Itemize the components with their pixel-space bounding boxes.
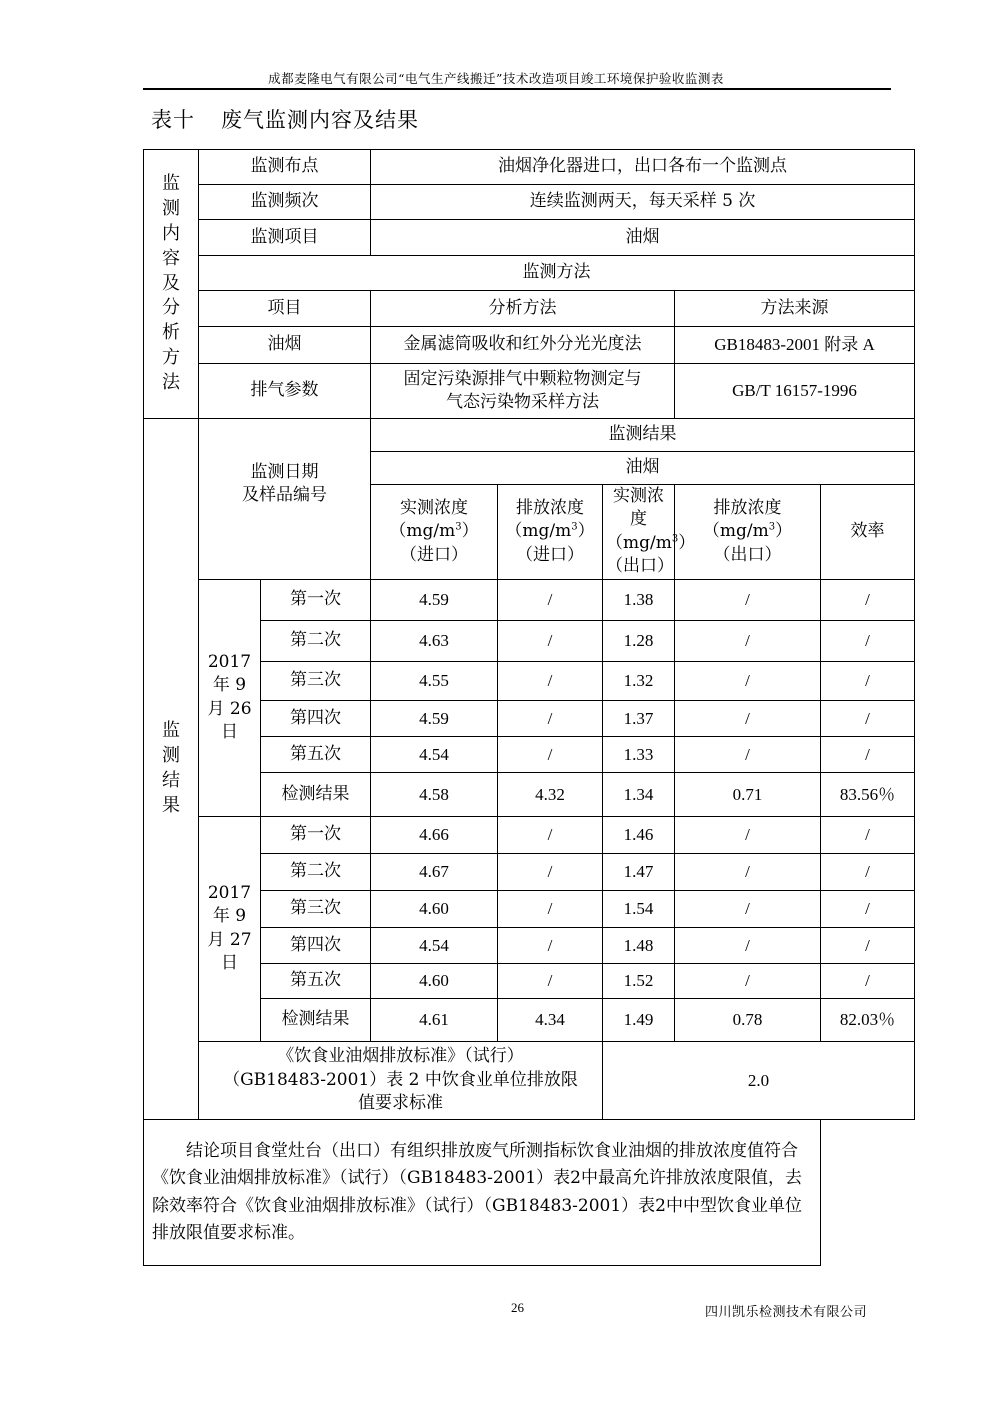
value-cell: / [675,853,821,890]
value-cell: / [675,620,821,661]
value-cell: / [675,927,821,963]
value-cell: 4.66 [371,816,498,853]
value-cell: / [821,816,915,853]
value-cell: / [821,927,915,963]
value-cell: 1.34 [603,772,675,816]
conclusion-text: 结论项目食堂灶台（出口）有组织排放废气所测指标饮食业油烟的排放浓度值符合《饮食业油烟排放标准》（试行）（GB18483-2001）表2中最高允许排放浓度限值，去除效率符合《饮食业油烟排放标准》（试行）（GB18483-2001）表2中中型饮食业单位排放限值要求标准。 [144,1119,821,1265]
value-cell: / [675,890,821,927]
value-cell: / [498,853,603,890]
method-header-method: 分析方法 [371,291,675,327]
row-value: 连续监测两天，每天采样 5 次 [371,185,915,220]
value-cell: / [675,816,821,853]
section2-side-label: 监 测 结 果 [144,419,199,1120]
date-cell: 2017 年 9 月 26 日 [199,579,261,816]
value-cell: / [821,700,915,736]
value-cell: / [675,661,821,700]
value-cell: 83.56％ [821,772,915,816]
sample-label: 检测结果 [261,998,371,1041]
column-header: 排放浓度 $(mg/m^3)$ （出口） [675,485,821,580]
row-label: 监测布点 [199,150,371,185]
value-cell: 1.46 [603,816,675,853]
date-header: 监测日期 及样品编号 [199,419,371,580]
table-number: 表十 [151,108,195,132]
method-item: 排气参数 [199,364,371,419]
table-title [151,104,419,134]
method-item: 油烟 [199,327,371,364]
value-cell: 4.63 [371,620,498,661]
sample-label: 第一次 [261,579,371,620]
row-value: 油烟 [371,220,915,256]
value-cell: 4.59 [371,579,498,620]
value-cell: / [821,661,915,700]
value-cell: / [498,736,603,772]
value-cell: 1.33 [603,736,675,772]
value-cell: 4.61 [371,998,498,1041]
value-cell: 1.38 [603,579,675,620]
sample-label: 第二次 [261,620,371,661]
table-row [144,816,915,853]
exhaust-monitoring-table [143,149,915,1266]
page-number: 26 [511,1300,524,1315]
table-row [144,579,915,620]
sample-label: 检测结果 [261,772,371,816]
value-cell: 4.60 [371,890,498,927]
value-cell: 4.55 [371,661,498,700]
value-cell: / [821,579,915,620]
section1-side-label: 监 测 内 容 及 分 析 方 法 [144,150,199,419]
value-cell: 4.54 [371,927,498,963]
sample-label: 第四次 [261,927,371,963]
value-cell: 1.28 [603,620,675,661]
value-cell: / [821,620,915,661]
value-cell: / [498,927,603,963]
row-label: 监测项目 [199,220,371,256]
header-rule [143,88,891,90]
value-cell: / [821,963,915,998]
value-cell: 4.67 [371,853,498,890]
row-label: 监测频次 [199,185,371,220]
row-value: 油烟净化器进口，出口各布一个监测点 [371,150,915,185]
sample-label: 第三次 [261,661,371,700]
column-header: 实测浓度 $(mg/m^3)$ （进口） [371,485,498,580]
value-cell: / [821,853,915,890]
value-cell: 1.49 [603,998,675,1041]
document-header-title: 成都麦隆电气有限公司“电气生产线搬迁”技术改造项目竣工环境保护验收监测表 [268,71,724,86]
table-name: 废气监测内容及结果 [221,108,419,132]
method-header-item: 项目 [199,291,371,327]
pollutant-name: 油烟 [371,452,915,485]
date-cell: 2017 年 9 月 27 日 [199,816,261,1041]
method-name: 金属滤筒吸收和红外分光光度法 [371,327,675,364]
value-cell: / [498,963,603,998]
value-cell: 4.54 [371,736,498,772]
value-cell: / [498,700,603,736]
table-row [144,419,915,452]
value-cell: 1.47 [603,853,675,890]
table-row [144,1041,915,1119]
table-row [144,327,915,364]
table-row [144,1119,915,1265]
footer-organization: 四川凯乐检测技术有限公司 [705,1305,868,1320]
results-title: 监测结果 [371,419,915,452]
table-row [144,364,915,419]
value-cell: / [675,963,821,998]
sample-label: 第五次 [261,736,371,772]
value-cell: / [498,620,603,661]
table-row [144,291,915,327]
table-row [144,185,915,220]
standard-value: 2.0 [603,1041,915,1119]
value-cell: 4.60 [371,963,498,998]
value-cell: 4.58 [371,772,498,816]
table-row [144,256,915,291]
value-cell: 1.48 [603,927,675,963]
method-header-source: 方法来源 [675,291,915,327]
method-source: GB18483-2001 附录 A [675,327,915,364]
value-cell: 4.34 [498,998,603,1041]
value-cell: / [675,700,821,736]
value-cell: 1.52 [603,963,675,998]
value-cell: / [498,890,603,927]
value-cell: 1.32 [603,661,675,700]
method-name: 固定污染源排气中颗粒物测定与 气态污染物采样方法 [371,364,675,419]
value-cell: / [821,890,915,927]
value-cell: / [675,736,821,772]
value-cell: 0.71 [675,772,821,816]
method-source: GB/T 16157-1996 [675,364,915,419]
value-cell: / [675,579,821,620]
sample-label: 第三次 [261,890,371,927]
value-cell: 82.03％ [821,998,915,1041]
standard-text: 《饮食业油烟排放标准》（试行） （GB18483-2001）表 2 中饮食业单位排放限 值要求标准 [199,1041,603,1119]
column-header-efficiency: 效率 [821,485,915,580]
column-header: 实测浓度 $(mg/m^3)$ （出口） [603,485,675,580]
value-cell: / [498,579,603,620]
sample-label: 第一次 [261,816,371,853]
value-cell: 0.78 [675,998,821,1041]
sample-label: 第四次 [261,700,371,736]
sample-label: 第五次 [261,963,371,998]
method-title: 监测方法 [199,256,915,291]
sample-label: 第二次 [261,853,371,890]
table-row [144,150,915,185]
value-cell: 4.32 [498,772,603,816]
value-cell: 4.59 [371,700,498,736]
value-cell: 1.54 [603,890,675,927]
table-row [144,220,915,256]
value-cell: / [821,736,915,772]
value-cell: 1.37 [603,700,675,736]
column-header: 排放浓度 $(mg/m^3)$ （进口） [498,485,603,580]
value-cell: / [498,661,603,700]
value-cell: / [498,816,603,853]
